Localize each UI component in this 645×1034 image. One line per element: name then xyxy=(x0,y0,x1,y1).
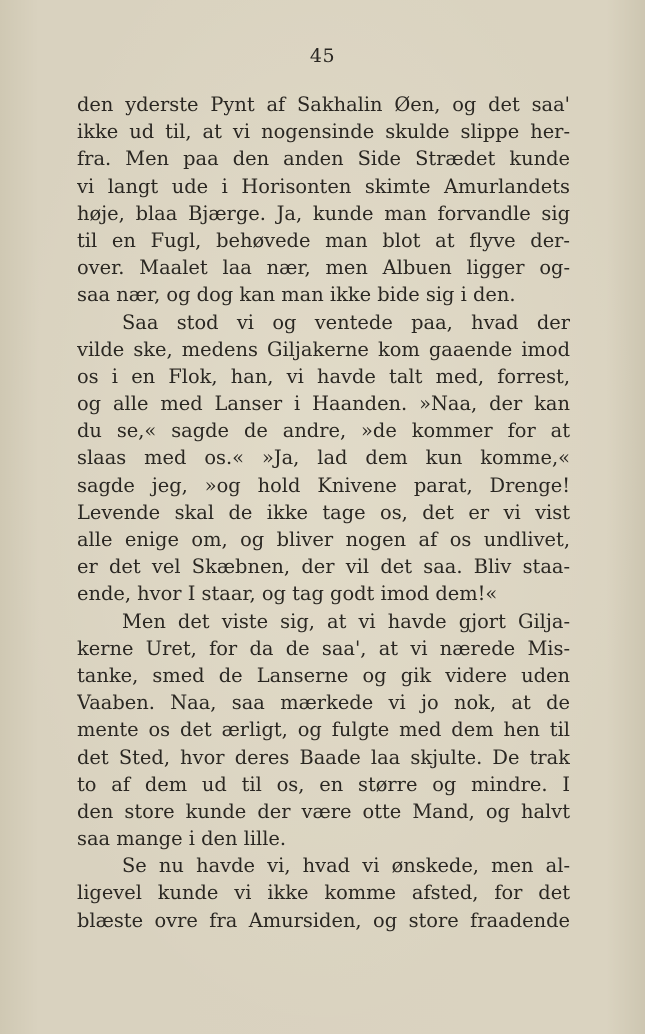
text-line: høje, blaa Bjærge. Ja, kunde man forvandle sig xyxy=(77,201,570,225)
text-line: Saa stod vi og ventede paa, hvad der xyxy=(122,310,570,334)
text-line: ende, hvor I staar, og tag godt imod dem!« xyxy=(77,582,498,606)
text-line: er det vel Skæbnen, der vil det saa. Bliv staa- xyxy=(77,555,570,579)
text-line: kerne Uret, for da de saa', at vi nærede Mis- xyxy=(77,636,570,660)
text-line: Vaaben. Naa, saa mærkede vi jo nok, at de xyxy=(77,691,570,715)
text-line: ligevel kunde vi ikke komme afsted, for det xyxy=(77,881,570,905)
body-text xyxy=(77,91,570,934)
text-line: saa nær, og dog kan man ikke bide sig i den. xyxy=(77,283,516,307)
text-line: blæste ovre fra Amursiden, og store fraadende xyxy=(77,908,570,932)
text-line: ikke ud til, at vi nogensinde skulde slippe her- xyxy=(77,120,570,144)
text-line: vi langt ude i Horisonten skimte Amurlandets xyxy=(77,174,570,198)
text-line: over. Maalet laa nær, men Albuen ligger og- xyxy=(77,256,570,280)
text-line: slaas med os.« »Ja, lad dem kun komme,« xyxy=(77,446,570,470)
text-line: den yderste Pynt af Sakhalin Øen, og det saa' xyxy=(77,93,570,116)
text-line: den store kunde der være otte Mand, og halvt xyxy=(77,799,570,823)
page-number: 45 xyxy=(309,45,336,67)
text-line: os i en Flok, han, vi havde talt med, forrest, xyxy=(77,364,570,388)
text-line: og alle med Lanser i Haanden. »Naa, der kan xyxy=(77,392,570,416)
text-line: sagde jeg, »og hold Knivene parat, Drenge! xyxy=(77,473,570,497)
text-line: Levende skal de ikke tage os, det er vi vist xyxy=(77,500,570,524)
text-line: fra. Men paa den anden Side Strædet kunde xyxy=(77,147,570,171)
text-line: to af dem ud til os, en større og mindre. I xyxy=(77,772,570,796)
text-line: saa mange i den lille. xyxy=(77,827,287,851)
text-line: alle enige om, og bliver nogen af os undlivet, xyxy=(77,528,570,551)
text-line: du se,« sagde de andre, »de kommer for at xyxy=(77,419,570,443)
text-line: Men det viste sig, at vi havde gjort Gilja- xyxy=(122,609,570,633)
text-line: vilde ske, medens Giljakerne kom gaaende imod xyxy=(77,337,570,361)
text-line: det Sted, hvor deres Baade laa skjulte. De trak xyxy=(77,745,570,769)
text-line: tanke, smed de Lanserne og gik videre uden xyxy=(77,663,570,687)
text-line: mente os det ærligt, og fulgte med dem hen til xyxy=(77,718,570,742)
text-line: Se nu havde vi, hvad vi ønskede, men al- xyxy=(122,854,570,878)
text-line: til en Fugl, behøvede man blot at flyve der- xyxy=(77,228,570,252)
